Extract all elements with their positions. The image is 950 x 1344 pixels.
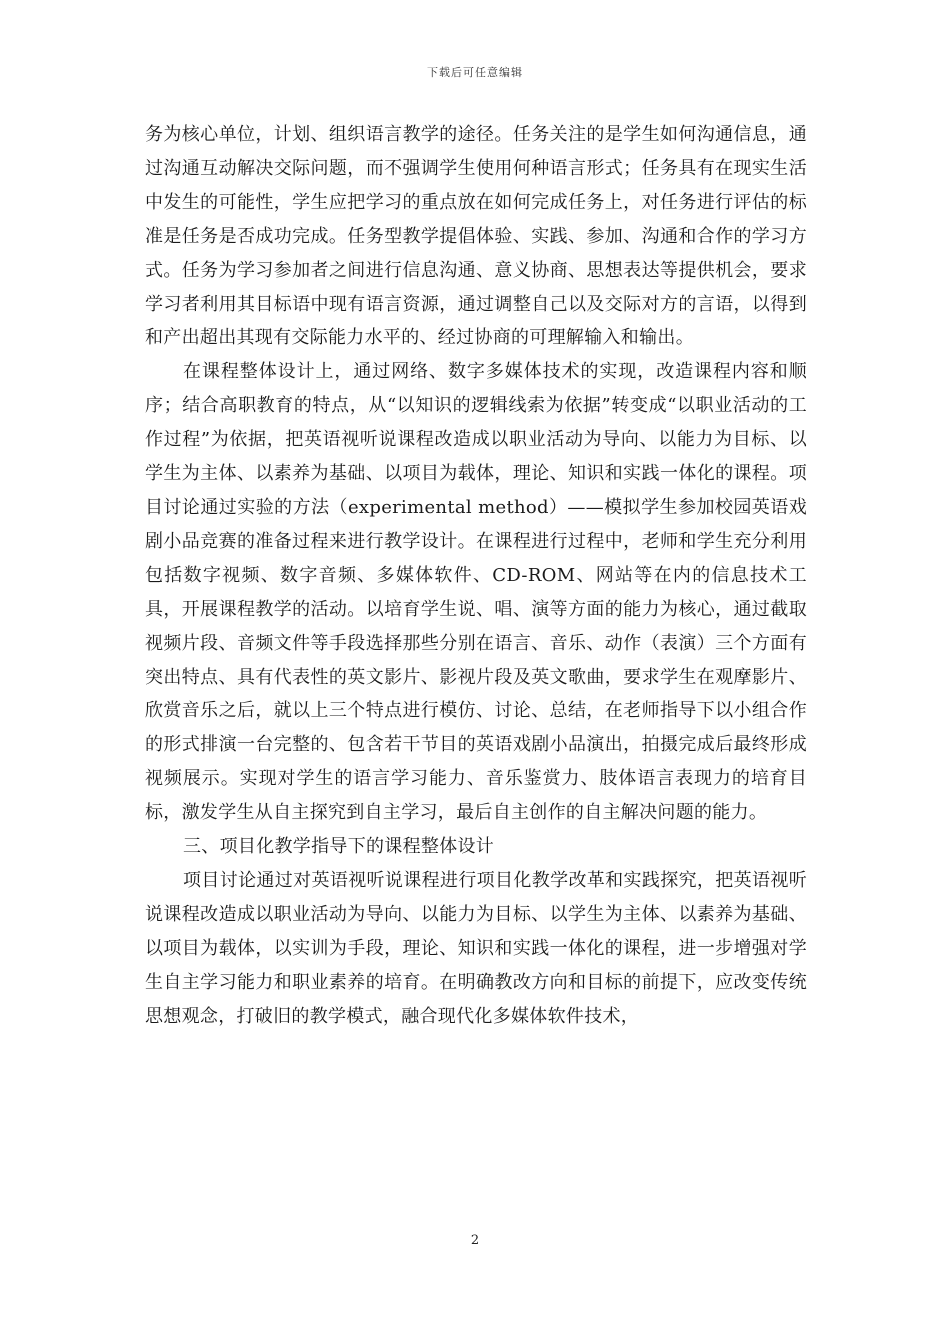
paragraph-continued: 务为核心单位，计划、组织语言教学的途径。任务关注的是学生如何沟通信息，通过沟通互动解决交际问题，而不强调学生使用何种语言形式；任务具有在现实生活中发生的可能性，学生应把学习的重点放在如何完成任务上，对任务进行评估的标准是任务是否成功完成。任务型教学提倡体验、实践、参加、沟通和合作的学习方式。任务为学习参加者之间进行信息沟通、意义协商、思想表达等提供机会，要求学习者利用其目标语中现有语言资源，通过调整自己以及交际对方的言语，以得到和产出超出其现有交际能力水平的、经过协商的可理解输入和输出。 [145,124,807,349]
document-body [145,118,807,1033]
page-header: 下载后可任意编辑 [427,66,523,79]
paragraph-project-teaching: 项目讨论通过对英语视听说课程进行项目化教学改革和实践探究，把英语视听说课程改造成以职业活动为导向、以能力为目标、以学生为主体、以素养为基础、以项目为载体，以实训为手段，理论、知识和实践一体化的课程，进一步增强对学生自主学习能力和职业素养的培育。在明确教改方向和目标的前提下，应改变传统思想观念，打破旧的教学模式，融合现代化多媒体软件技术， [145,869,807,1027]
page-number: 2 [470,1233,480,1248]
paragraph-course-design: 在课程整体设计上，通过网络、数字多媒体技术的实现，改造课程内容和顺序；结合高职教育的特点，从“以知识的逻辑线索为依据”转变成“以职业活动的工作过程”为依据，把英语视听说课程改造成以职业活动为导向、以能力为目标、以学生为主体、以素养为基础、以项目为载体，理论、知识和实践一体化的课程。项目讨论通过实验的方法（experimental method）——模拟学生参加校园英语戏剧小品竞赛的准备过程来进行教学设计。在课程进行过程中，老师和学生充分利用包括数字视频、数字音频、多媒体软件、CD-ROM、网站等在内的信息技术工具，开展课程教学的活动。以培育学生说、唱、演等方面的能力为核心，通过截取视频片段、音频文件等手段选择那些分别在语言、音乐、动作（表演）三个方面有突出特点、具有代表性的英文影片、影视片段及英文歌曲，要求学生在观摩影片、欣赏音乐之后，就以上三个特点进行模仿、讨论、总结，在老师指导下以小组合作的形式排演一台完整的、包含若干节目的英语戏剧小品演出，拍摄完成后最终形成视频展示。实现对学生的语言学习能力、音乐鉴赏力、肢体语言表现力的培育目标，激发学生从自主探究到自主学习，最后自主创作的自主解决问题的能力。 [145,361,807,824]
section-heading: 三、项目化教学指导下的课程整体设计 [183,836,495,858]
